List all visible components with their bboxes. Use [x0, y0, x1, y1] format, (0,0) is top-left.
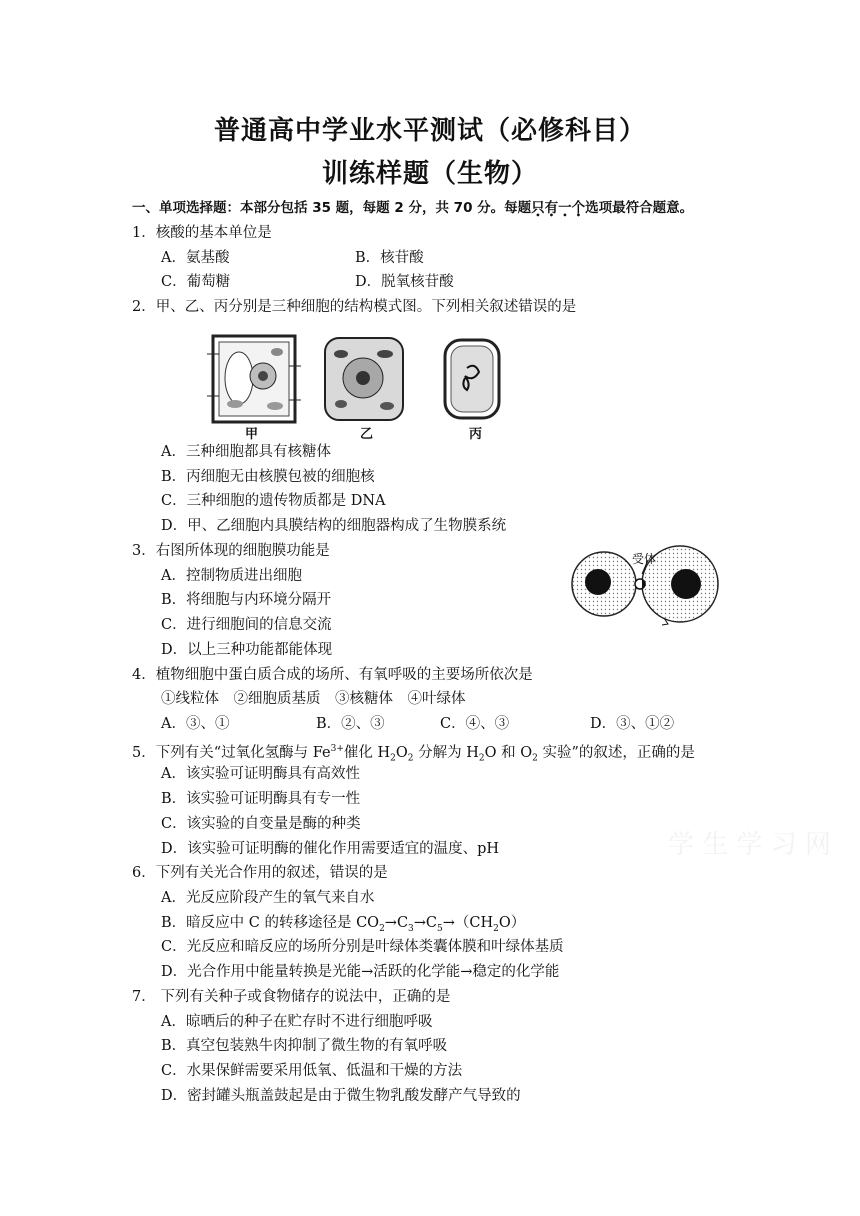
- q6-option-d: D．光合作用中能量转换是光能→活跃的化学能→稳定的化学能: [161, 964, 560, 980]
- animal-cell-figure: [325, 338, 403, 420]
- q2-option-c: C．三种细胞的遗传物质都是 DNA: [161, 493, 386, 509]
- q1-option-b: B．核苷酸: [355, 250, 424, 266]
- q6-option-b: B．暗反应中 C 的转移途径是 $CO_2\to C_3\to C_5\to(CH_2O)$: [161, 915, 526, 934]
- figure-label-jia: 甲: [245, 427, 259, 442]
- q7-option-a: A．晾晒后的种子在贮存时不进行细胞呼吸: [161, 1014, 433, 1030]
- q6-option-c: C．光反应和暗反应的场所分别是叶绿体类囊体膜和叶绿体基质: [161, 939, 564, 955]
- q1-option-c: C．葡萄糖: [161, 274, 231, 290]
- q7-option-d: D．密封罐头瓶盖鼓起是由于微生物乳酸发酵产气导致的: [161, 1088, 521, 1104]
- q2-stem: 2．甲、乙、丙分别是三种细胞的结构模式图。下列相关叙述错误的是: [132, 299, 577, 315]
- q7-option-b: B．真空包装熟牛肉抑制了微生物的有氧呼吸: [161, 1038, 448, 1054]
- q3-stem: 3．右图所体现的细胞膜功能是: [132, 543, 330, 559]
- prokaryote-cell-figure: [445, 340, 499, 418]
- q2-option-a: A．三种细胞都具有核糖体: [161, 444, 331, 460]
- q4-items: ①线粒体 ②细胞质基质 ③核糖体 ④叶绿体: [161, 691, 466, 707]
- q3-option-a: A．控制物质进出细胞: [161, 568, 302, 584]
- q2-option-b: B．丙细胞无由核膜包被的细胞核: [161, 469, 375, 485]
- page-title: 普通高中学业水平测试（必修科目）: [213, 116, 646, 146]
- q6-stem: 6．下列有关光合作用的叙述，错误的是: [132, 865, 388, 881]
- q6-option-a: A．光反应阶段产生的氧气来自水: [161, 890, 375, 906]
- q7-stem: 7． 下列有关种子或食物储存的说法中，正确的是: [132, 989, 451, 1005]
- q5-option-c: C．该实验的自变量是酶的种类: [161, 816, 361, 832]
- q1-option-a: A．氨基酸: [161, 250, 230, 266]
- q4-option-a: A．③、①: [161, 716, 230, 732]
- figure-label-bing: 丙: [469, 427, 483, 442]
- watermark: 学 生 学 习 网: [668, 830, 832, 860]
- q4-stem: 4．植物细胞中蛋白质合成的场所、有氧呼吸的主要场所依次是: [132, 667, 533, 683]
- q3-option-b: B．将细胞与内环境分隔开: [161, 592, 332, 608]
- q5-stem: 5．下列有关“过氧化氢酶与 $Fe^{3+}$催化 $H_2O_2$ 分解为 $H_2O$ 和 $O_2$ 实验”的叙述，正确的是: [132, 744, 695, 764]
- q3-option-d: D．以上三种功能都能体现: [161, 642, 333, 658]
- q5-option-a: A．该实验可证明酶具有高效性: [161, 766, 360, 782]
- q3-option-c: C．进行细胞间的信息交流: [161, 617, 332, 633]
- page-subtitle: 训练样题（生物）: [321, 159, 538, 189]
- figure-label-yi: 乙: [360, 427, 374, 442]
- plant-cell-figure: [207, 336, 301, 422]
- q7-option-c: C．水果保鲜需要采用低氧、低温和干燥的方法: [161, 1063, 463, 1079]
- q4-option-c: C．④、③: [440, 716, 510, 732]
- section-heading: 一、单项选择题：本部分包括 35 题，每题 2 分，共 70 分。每题只有一个选项最符合题意。: [132, 200, 694, 216]
- receptor-label: 受体: [632, 552, 657, 566]
- q4-option-b: B．②、③: [316, 716, 385, 732]
- q5-option-d: D．该实验可证明酶的催化作用需要适宜的温度、pH: [161, 841, 500, 857]
- q5-option-b: B．该实验可证明酶具有专一性: [161, 791, 361, 807]
- q4-option-d: D．③、①②: [590, 716, 675, 732]
- q1-option-d: D．脱氧核苷酸: [355, 274, 454, 290]
- q1-stem: 1．核酸的基本单位是: [132, 225, 272, 241]
- q2-option-d: D．甲、乙细胞内具膜结构的细胞器构成了生物膜系统: [161, 518, 507, 534]
